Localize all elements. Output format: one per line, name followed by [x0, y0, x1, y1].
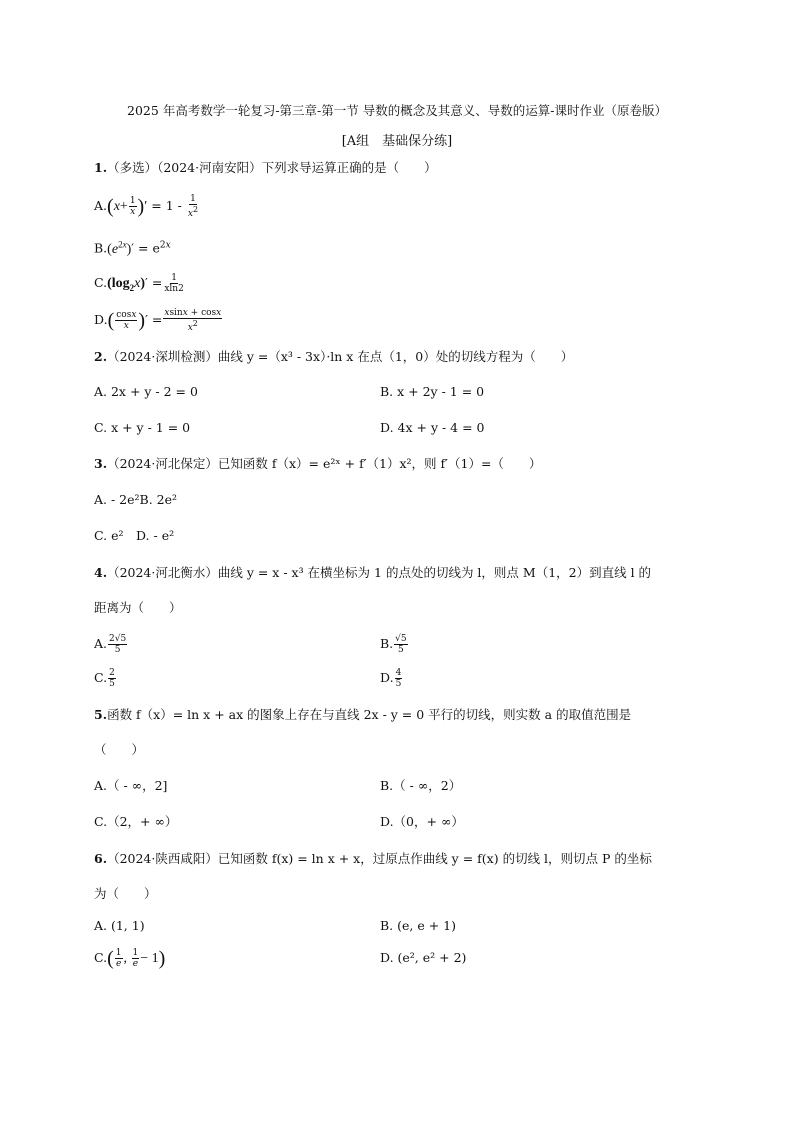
- paren: ): [137, 195, 145, 218]
- paren: ): [138, 309, 146, 332]
- option-label: A.: [94, 198, 108, 213]
- question-text: 函数 f（x）= ln x + ax 的图象上存在与直线 2x - y = 0 平行的切线，则实数 a 的取值范围是: [107, 707, 632, 722]
- q4-option-d: [380, 668, 403, 689]
- question-number: 6.: [94, 851, 108, 866]
- option-rhs: = 1 -: [151, 198, 182, 213]
- math-expr: $(e^{2x})$: [107, 239, 132, 257]
- section-heading: [A组 基础保分练]: [341, 134, 453, 149]
- question-4-stem-cont: 距离为（ ）: [94, 600, 182, 615]
- fraction: $\frac{1}{x}$: [129, 196, 136, 217]
- math-sep: ,: [123, 951, 131, 966]
- question-4-stem: [94, 565, 651, 581]
- q5-option-d: D.（0，+ ∞）: [380, 814, 464, 829]
- q1-option-b: $B.(e^{2x})' = e^{2x}$: [94, 239, 171, 257]
- option-label: D.: [94, 312, 108, 327]
- q5-option-a: A.（ - ∞，2]: [94, 778, 168, 793]
- fraction: $\frac{2√5}{5}$: [109, 634, 127, 655]
- q2-option-c: C. x + y - 1 = 0: [94, 420, 191, 435]
- question-number: 5.: [94, 707, 108, 722]
- paren: (: [107, 947, 114, 970]
- question-number: 1.: [94, 160, 108, 175]
- fraction: $\frac{\cos x}{x}$: [116, 310, 137, 331]
- paren: (: [107, 309, 115, 332]
- q5-option-c: C.（2，+ ∞）: [94, 814, 178, 829]
- question-1-stem: [94, 160, 437, 176]
- option-label: B.: [94, 240, 108, 256]
- option-label: B.: [380, 636, 394, 651]
- option-label: D.: [380, 670, 394, 685]
- question-text: （多选）（2024·河南安阳）下列求导运算正确的是（ ）: [107, 160, 437, 175]
- fraction: $\frac{1}{xln2}$: [164, 273, 184, 294]
- question-number: 4.: [94, 565, 108, 580]
- q6-option-a: A. (1, 1): [94, 918, 145, 933]
- question-2-stem: [94, 349, 573, 365]
- q2-option-a: A. 2x + y - 2 = 0: [94, 384, 198, 399]
- fraction: $\frac{1}{e}$: [132, 948, 139, 969]
- question-6-stem-cont: 为（ ）: [94, 886, 157, 901]
- fraction: $\frac{4}{5}$: [395, 668, 402, 689]
- q3-options-ab: A. - 2e²B. 2e²: [94, 492, 178, 507]
- option-label: C.: [94, 670, 108, 685]
- option-rhs: ′ = e: [131, 240, 160, 256]
- question-text: （2024·河北衡水）曲线 y = x - x³ 在横坐标为 1 的点处的切线为 l，则点 M（1，2）到直线 l 的: [107, 565, 652, 580]
- option-rhs: ′ =: [145, 312, 163, 327]
- q4-option-a: [94, 634, 128, 655]
- q4-option-b: [380, 634, 409, 655]
- math-op: +: [119, 199, 128, 214]
- fraction: $\frac{√5}{5}$: [395, 634, 407, 655]
- q1-option-a: [94, 194, 200, 219]
- q6-option-b: B. (e, e + 1): [380, 918, 457, 933]
- paren: ): [158, 947, 166, 970]
- question-number: 2.: [94, 349, 108, 364]
- question-text: （2024·河北保定）已知函数 f（x）= e²ˣ + f′（1）x²，则 f′（1）=（ ）: [107, 456, 542, 471]
- paren: (: [107, 195, 114, 218]
- q2-option-b: B. x + 2y - 1 = 0: [380, 384, 485, 399]
- fraction: $\frac{xsinx + \cos x}{x^2}$: [164, 308, 222, 333]
- q4-option-c: [94, 668, 117, 689]
- option-label: C.: [94, 950, 108, 965]
- option-label: C.: [94, 275, 108, 290]
- math-expr: $(\log_2x)$: [107, 276, 146, 293]
- prime: ′: [144, 199, 148, 214]
- question-6-stem: [94, 851, 652, 867]
- option-rhs: ′ =: [145, 275, 163, 290]
- q1-option-c: [94, 273, 186, 296]
- question-number: 3.: [94, 456, 108, 471]
- question-text: （2024·深圳检测）曲线 y =（x³ - 3x）·ln x 在点（1，0）处的切线方程为（ ）: [107, 349, 574, 364]
- option-label: A.: [94, 636, 108, 651]
- q5-option-b: B.（ - ∞，2）: [380, 778, 462, 793]
- question-3-stem: [94, 456, 541, 472]
- fraction: $\frac{2}{5}$: [109, 668, 115, 689]
- fraction: $\frac{1}{x^2}$: [187, 194, 199, 219]
- q6-option-d: D. (e², e² + 2): [380, 950, 467, 965]
- page-title: 2025 年高考数学一轮复习-第三章-第一节 导数的概念及其意义、导数的运算-课时作业（原卷版）: [127, 103, 667, 118]
- q1-option-d: [94, 308, 223, 333]
- fraction: $\frac{1}{e}$: [115, 948, 122, 969]
- q3-options-cd: C. e² D. - e²: [94, 528, 175, 543]
- math-var: x: [113, 199, 120, 214]
- q2-option-d: D. 4x + y - 4 = 0: [380, 420, 485, 435]
- question-text: （2024·陕西咸阳）已知函数 f(x) = ln x + x，过原点作曲线 y = f(x) 的切线 l，则切点 P 的坐标: [107, 851, 652, 866]
- q6-option-c: [94, 948, 165, 969]
- math-expr: − 1: [140, 951, 159, 966]
- question-5-stem: [94, 707, 631, 723]
- question-5-stem-cont: （ ）: [94, 742, 145, 757]
